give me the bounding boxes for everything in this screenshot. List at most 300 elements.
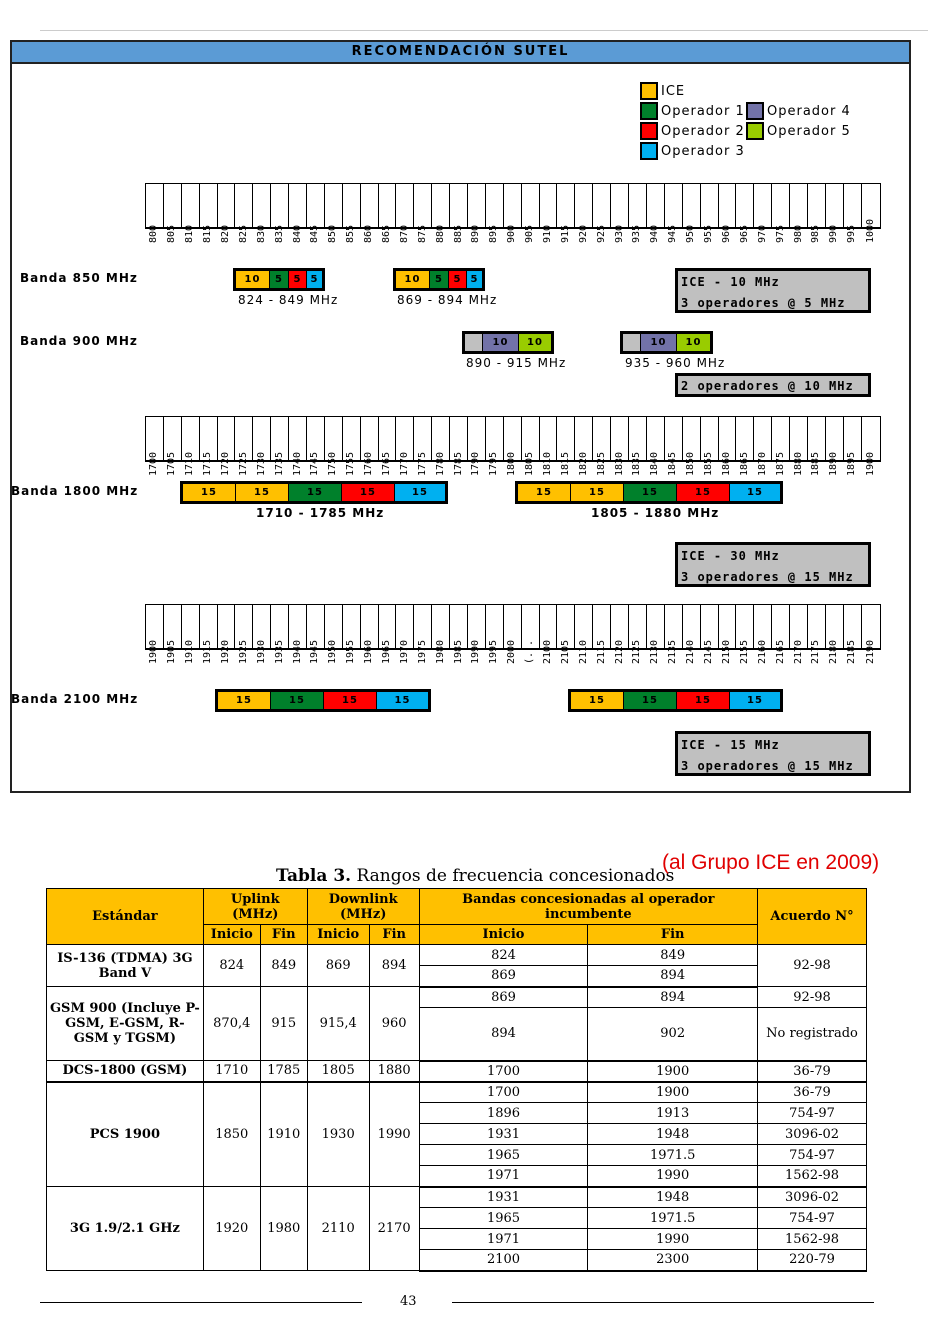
ruler-tick — [432, 417, 450, 476]
th-estandar: Estándar — [47, 889, 204, 945]
band850-uplink-range: 824 - 849 MHz — [238, 293, 339, 307]
ruler-tick-label: 1000 — [864, 218, 876, 243]
cell-banda-inicio: 1965 — [419, 1208, 588, 1229]
cell-banda-inicio: 869 — [419, 966, 588, 987]
cell-banda-inicio: 1700 — [419, 1061, 588, 1082]
band900-down-seg-op5: 10 — [677, 334, 710, 351]
footer-rule-left — [40, 1302, 362, 1303]
legend-label-op2: Operador 2 — [661, 124, 745, 139]
ruler-tick — [343, 184, 361, 243]
ruler-tick — [826, 184, 844, 243]
ruler-tick — [450, 184, 468, 243]
ruler-tick-label: 800 — [148, 224, 160, 243]
cell-downlink-inicio: 869 — [307, 945, 369, 987]
ruler-tick-label: 1770 — [398, 451, 410, 476]
band2100-up-seg-op2: 15 — [324, 692, 377, 709]
ruler-tick — [647, 605, 665, 664]
ruler-tick — [719, 417, 737, 476]
cell-uplink-inicio: 1710 — [203, 1061, 260, 1082]
cell-banda-inicio: 1971 — [419, 1229, 588, 1250]
ruler-tick — [325, 605, 343, 664]
ruler-tick-label: 1810 — [542, 451, 554, 476]
band850-uplink-block — [233, 268, 325, 291]
frequency-ruler-800-1000 — [145, 183, 881, 243]
frequency-ruler-1700-1900 — [145, 416, 881, 476]
band1800-down-seg-ice1: 15 — [518, 484, 571, 501]
ruler-tick — [414, 184, 432, 243]
ruler-tick — [862, 605, 880, 664]
ruler-tick — [325, 184, 343, 243]
ruler-tick-label: 1800 — [506, 451, 518, 476]
ruler-tick — [540, 417, 558, 476]
band1800-downlink-block — [515, 481, 783, 504]
ruler-tick-label: 2170 — [792, 639, 804, 664]
ruler-tick — [754, 417, 772, 476]
ruler-tick — [379, 605, 397, 664]
cell-acuerdo: 3096-02 — [758, 1187, 867, 1208]
ruler-tick-label: 840 — [291, 224, 303, 243]
ruler-tick-label: 1835 — [631, 451, 643, 476]
ruler-tick — [540, 605, 558, 664]
band2100-down-seg-op3: 15 — [730, 692, 780, 709]
cell-banda-inicio: 894 — [419, 1008, 588, 1061]
ruler-tick — [414, 417, 432, 476]
cell-banda-inicio: 1700 — [419, 1082, 588, 1103]
legend-label-ice: ICE — [661, 84, 686, 99]
cell-downlink-inicio: 1930 — [307, 1082, 369, 1187]
cell-estandar: PCS 1900 — [47, 1082, 204, 1187]
ruler-tick — [200, 605, 218, 664]
ruler-tick-label: 1865 — [738, 451, 750, 476]
band850-down-seg-op1: 5 — [430, 271, 449, 288]
cell-acuerdo: 3096-02 — [758, 1124, 867, 1145]
cell-banda-fin: 1913 — [588, 1103, 758, 1124]
cell-downlink-fin: 2170 — [369, 1187, 419, 1271]
cell-banda-fin: 2300 — [588, 1250, 758, 1271]
cell-banda-fin: 1900 — [588, 1061, 758, 1082]
ruler-tick-label: 1980 — [434, 639, 446, 664]
band900-down-seg-free — [623, 334, 641, 351]
ruler-tick — [665, 184, 683, 243]
ruler-tick — [701, 605, 719, 664]
ruler-tick — [468, 184, 486, 243]
ruler-tick — [486, 605, 504, 664]
band850-info-line1: ICE - 10 MHz — [681, 275, 780, 289]
legend-label-op3: Operador 3 — [661, 144, 745, 159]
ruler-tick-label: 805 — [166, 224, 178, 243]
ruler-tick-label: 1930 — [255, 639, 267, 664]
cell-banda-inicio: 1931 — [419, 1187, 588, 1208]
cell-estandar: DCS-1800 (GSM) — [47, 1061, 204, 1082]
ruler-tick-label: 905 — [524, 224, 536, 243]
ruler-tick-label: 995 — [846, 224, 858, 243]
th-down-fin: Fin — [369, 925, 419, 945]
ruler-tick-label: 2105 — [559, 639, 571, 664]
cell-acuerdo: 754-97 — [758, 1145, 867, 1166]
cell-banda-fin: 894 — [588, 966, 758, 987]
ruler-tick — [611, 605, 629, 664]
band900-downlink-range: 935 - 960 MHz — [625, 356, 726, 370]
ruler-tick-label: 1895 — [846, 451, 858, 476]
ruler-tick-label: 1750 — [327, 451, 339, 476]
ruler-tick-label: 1990 — [470, 639, 482, 664]
top-rule — [40, 30, 928, 31]
ruler-tick-label: 915 — [559, 224, 571, 243]
cell-banda-fin: 849 — [588, 945, 758, 966]
ruler-tick-label: 830 — [255, 224, 267, 243]
ruler-tick-label: 1715 — [202, 451, 214, 476]
ruler-tick-label: 985 — [810, 224, 822, 243]
ruler-tick-label: 970 — [756, 224, 768, 243]
ruler-tick-label: 1960 — [363, 639, 375, 664]
band-label-900: Banda 900 MHz — [20, 334, 138, 348]
band2100-down-seg-op1: 15 — [624, 692, 677, 709]
th-up-fin: Fin — [260, 925, 307, 945]
band2100-info-line1: ICE - 15 MHz — [681, 738, 780, 752]
th-up-inicio: Inicio — [203, 925, 260, 945]
ruler-tick-label: 1745 — [309, 451, 321, 476]
ruler-tick — [593, 184, 611, 243]
ruler-tick-label: 2185 — [846, 639, 858, 664]
ruler-tick — [307, 417, 325, 476]
ruler-tick-label: 1970 — [398, 639, 410, 664]
band850-up-seg-op1: 5 — [270, 271, 289, 288]
th-uplink: Uplink (MHz) — [203, 889, 307, 925]
ruler-tick-label: 1995 — [488, 639, 500, 664]
legend-swatch-ice — [640, 82, 658, 100]
legend-item-op3 — [640, 142, 745, 162]
cell-uplink-fin: 1910 — [260, 1082, 307, 1187]
ruler-tick-label: 1925 — [237, 639, 249, 664]
cell-estandar: IS-136 (TDMA) 3G Band V — [47, 945, 204, 987]
ruler-tick-label: 845 — [309, 224, 321, 243]
ruler-tick-label: 1915 — [202, 639, 214, 664]
ruler-tick-label: 860 — [363, 224, 375, 243]
ruler-tick — [790, 184, 808, 243]
band850-downlink-block — [393, 268, 485, 291]
ruler-tick — [289, 605, 307, 664]
ruler-tick-label: 1905 — [166, 639, 178, 664]
ruler-tick — [754, 605, 772, 664]
cell-uplink-fin: 915 — [260, 987, 307, 1061]
band1800-down-seg-op2: 15 — [677, 484, 730, 501]
ruler-tick — [182, 417, 200, 476]
ruler-tick — [522, 184, 540, 243]
ruler-tick-label: 2150 — [720, 639, 732, 664]
ruler-tick-label: 1710 — [184, 451, 196, 476]
legend-label-op5: Operador 5 — [767, 124, 851, 139]
ruler-tick-label: 935 — [631, 224, 643, 243]
legend-item-ice — [640, 82, 685, 102]
ruler-tick-label: 1815 — [559, 451, 571, 476]
band900-up-seg-op4: 10 — [483, 334, 519, 351]
cell-acuerdo: 220-79 — [758, 1250, 867, 1271]
band2100-down-seg-ice: 15 — [571, 692, 624, 709]
ruler-tick-label: 1880 — [792, 451, 804, 476]
ruler-tick — [772, 605, 790, 664]
cell-banda-inicio: 1931 — [419, 1124, 588, 1145]
ruler-tick-label: 1850 — [685, 451, 697, 476]
ruler-tick — [575, 417, 593, 476]
th-acuerdo: Acuerdo N° — [758, 889, 867, 945]
ruler-tick-label: 1735 — [273, 451, 285, 476]
table-row — [47, 1061, 867, 1082]
band1800-down-seg-op3: 15 — [730, 484, 780, 501]
ruler-tick-label: 1975 — [416, 639, 428, 664]
cell-acuerdo: 92-98 — [758, 945, 867, 987]
ruler-tick-label: 1945 — [309, 639, 321, 664]
ruler-tick — [200, 417, 218, 476]
ruler-tick-label: 1940 — [291, 639, 303, 664]
cell-downlink-inicio: 915,4 — [307, 987, 369, 1061]
band850-down-seg-ice: 10 — [396, 271, 430, 288]
ruler-tick-label: 980 — [792, 224, 804, 243]
cell-downlink-fin: 894 — [369, 945, 419, 987]
band1800-down-seg-ice2: 15 — [571, 484, 624, 501]
band2100-info-line2: 3 operadores @ 15 MHz — [681, 759, 854, 773]
band850-up-seg-ice: 10 — [236, 271, 270, 288]
ruler-tick — [522, 605, 540, 664]
ruler-tick — [736, 605, 754, 664]
cell-acuerdo: 92-98 — [758, 987, 867, 1008]
ruler-tick — [343, 417, 361, 476]
cell-banda-inicio: 2100 — [419, 1250, 588, 1271]
ruler-tick-label: 850 — [327, 224, 339, 243]
ruler-tick-label: 1830 — [613, 451, 625, 476]
cell-uplink-inicio: 824 — [203, 945, 260, 987]
band1800-uplink-range: 1710 - 1785 MHz — [256, 506, 385, 520]
band1800-info-box — [675, 542, 871, 587]
ruler-tick-label: 2190 — [864, 639, 876, 664]
ruler-tick-label: 2145 — [703, 639, 715, 664]
ruler-tick — [647, 417, 665, 476]
cell-banda-inicio: 869 — [419, 987, 588, 1008]
ruler-tick-label: 945 — [667, 224, 679, 243]
ruler-tick — [844, 605, 862, 664]
ruler-tick — [826, 605, 844, 664]
legend-swatch-op2 — [640, 122, 658, 140]
ruler-tick-label: 885 — [452, 224, 464, 243]
ruler-tick-label: (... — [524, 639, 536, 664]
ruler-tick-label: 1875 — [774, 451, 786, 476]
ruler-tick — [450, 605, 468, 664]
ruler-tick — [540, 184, 558, 243]
ruler-tick-label: 835 — [273, 224, 285, 243]
ruler-tick-label: 1955 — [345, 639, 357, 664]
band1800-down-seg-op1: 15 — [624, 484, 677, 501]
ruler-tick — [862, 184, 880, 243]
band900-info-box — [675, 373, 871, 397]
ruler-tick-label: 1730 — [255, 451, 267, 476]
ruler-tick-label: 1965 — [381, 639, 393, 664]
ruler-tick — [683, 417, 701, 476]
band2100-uplink-block — [215, 689, 431, 712]
ruler-tick-label: 1740 — [291, 451, 303, 476]
band850-down-seg-op2: 5 — [449, 271, 467, 288]
ruler-tick-label: 910 — [542, 224, 554, 243]
band2100-down-seg-op2: 15 — [677, 692, 730, 709]
th-band-fin: Fin — [588, 925, 758, 945]
ruler-tick-label: 2165 — [774, 639, 786, 664]
cell-banda-fin: 902 — [588, 1008, 758, 1061]
band900-uplink-block — [462, 331, 554, 354]
ruler-tick-label: 1920 — [220, 639, 231, 664]
cell-acuerdo: 36-79 — [758, 1061, 867, 1082]
ruler-tick — [235, 605, 253, 664]
cell-estandar: GSM 900 (Incluye P-GSM, E-GSM, R-GSM y TGSM) — [47, 987, 204, 1061]
ruler-tick — [146, 184, 164, 243]
ruler-tick-label: 1720 — [220, 451, 231, 476]
ruler-tick-label: 930 — [613, 224, 625, 243]
ruler-tick — [557, 184, 575, 243]
ruler-tick — [361, 184, 379, 243]
cell-downlink-fin: 960 — [369, 987, 419, 1061]
ruler-tick-label: 870 — [398, 224, 410, 243]
legend-item-op5 — [746, 122, 851, 142]
ruler-tick — [629, 417, 647, 476]
band850-info-box — [675, 268, 871, 313]
ruler-tick-label: 1755 — [345, 451, 357, 476]
band1800-up-seg-op1: 15 — [289, 484, 342, 501]
table-row — [47, 945, 867, 966]
cell-downlink-inicio: 1805 — [307, 1061, 369, 1082]
ruler-tick — [683, 184, 701, 243]
ruler-tick — [271, 417, 289, 476]
cell-acuerdo: 1562-98 — [758, 1166, 867, 1187]
band2100-up-seg-op3: 15 — [377, 692, 428, 709]
ruler-tick-label: 855 — [345, 224, 357, 243]
cell-uplink-inicio: 1920 — [203, 1187, 260, 1271]
ruler-tick — [808, 184, 826, 243]
ruler-tick — [396, 605, 414, 664]
ruler-tick-label: 2180 — [828, 639, 840, 664]
ruler-tick — [218, 184, 236, 243]
ruler-tick-label: 1870 — [756, 451, 768, 476]
ruler-tick-label: 925 — [595, 224, 607, 243]
ruler-tick — [468, 417, 486, 476]
cell-uplink-fin: 849 — [260, 945, 307, 987]
ruler-tick-label: 2175 — [810, 639, 822, 664]
table-row — [47, 1187, 867, 1208]
ruler-tick-label: 2160 — [756, 639, 768, 664]
ruler-tick — [665, 417, 683, 476]
ruler-tick-label: 1855 — [703, 451, 715, 476]
ruler-tick — [772, 417, 790, 476]
ruler-tick — [379, 184, 397, 243]
ruler-tick-label: 1885 — [810, 451, 822, 476]
band1800-info-line2: 3 operadores @ 15 MHz — [681, 570, 854, 584]
ruler-tick-label: 810 — [184, 224, 196, 243]
footer-rule-right — [452, 1302, 874, 1303]
legend-item-op1 — [640, 102, 745, 122]
page-number: 43 — [400, 1294, 417, 1309]
band2100-up-seg-op1: 15 — [271, 692, 324, 709]
band900-down-seg-op4: 10 — [641, 334, 677, 351]
ruler-tick — [253, 417, 271, 476]
ruler-tick-label: 815 — [202, 224, 214, 243]
legend-label-op1: Operador 1 — [661, 104, 745, 119]
band1800-info-line1: ICE - 30 MHz — [681, 549, 780, 563]
band850-down-seg-op3: 5 — [467, 271, 482, 288]
ruler-tick — [808, 605, 826, 664]
ruler-tick-label: 1765 — [381, 451, 393, 476]
ruler-tick — [218, 605, 236, 664]
ruler-tick-label: 875 — [416, 224, 428, 243]
ruler-tick — [844, 184, 862, 243]
cell-downlink-fin: 1880 — [369, 1061, 419, 1082]
band900-up-seg-op5: 10 — [519, 334, 551, 351]
ruler-tick-label: 1725 — [237, 451, 249, 476]
th-down-inicio: Inicio — [307, 925, 369, 945]
ruler-tick — [468, 605, 486, 664]
ruler-tick — [504, 184, 522, 243]
ruler-tick — [164, 417, 182, 476]
ruler-tick-label: 1840 — [649, 451, 661, 476]
ruler-tick — [611, 417, 629, 476]
ruler-tick — [164, 184, 182, 243]
ruler-tick-label: 1845 — [667, 451, 679, 476]
table-row — [47, 1082, 867, 1103]
ruler-tick-label: 1760 — [363, 451, 375, 476]
ruler-tick-label: 965 — [738, 224, 750, 243]
cell-banda-inicio: 1965 — [419, 1145, 588, 1166]
ruler-tick — [307, 184, 325, 243]
ruler-tick — [593, 417, 611, 476]
band900-info-line1: 2 operadores @ 10 MHz — [681, 379, 854, 393]
legend-swatch-op5 — [746, 122, 764, 140]
ruler-tick — [557, 605, 575, 664]
band-label-2100: Banda 2100 MHz — [11, 692, 139, 706]
cell-banda-fin: 894 — [588, 987, 758, 1008]
ruler-tick — [486, 184, 504, 243]
ruler-tick — [504, 417, 522, 476]
ruler-tick-label: 1900 — [148, 639, 160, 664]
ruler-tick-label: 1785 — [452, 451, 464, 476]
ruler-tick — [701, 417, 719, 476]
ruler-tick-label: 2115 — [595, 639, 607, 664]
ruler-tick — [182, 184, 200, 243]
band1800-up-seg-op3: 15 — [395, 484, 445, 501]
ruler-tick-label: 2120 — [613, 639, 625, 664]
ruler-tick-label: 975 — [774, 224, 786, 243]
cell-estandar: 3G 1.9/2.1 GHz — [47, 1187, 204, 1271]
ruler-tick — [593, 605, 611, 664]
band850-up-seg-op3: 5 — [307, 271, 322, 288]
ruler-tick — [253, 184, 271, 243]
ruler-tick — [379, 417, 397, 476]
band1800-up-seg-op2: 15 — [342, 484, 395, 501]
cell-acuerdo: 36-79 — [758, 1082, 867, 1103]
ruler-tick-label: 2110 — [577, 639, 589, 664]
cell-banda-fin: 1948 — [588, 1124, 758, 1145]
ruler-tick-label: 1935 — [273, 639, 285, 664]
ruler-tick — [647, 184, 665, 243]
ruler-tick-label: 950 — [685, 224, 697, 243]
th-bandas: Bandas concesionadas al operador incumbente — [419, 889, 757, 925]
panel-title: RECOMENDACIÓN SUTEL — [12, 42, 909, 64]
cell-acuerdo: 1562-98 — [758, 1229, 867, 1250]
ruler-tick — [719, 605, 737, 664]
cell-downlink-fin: 1990 — [369, 1082, 419, 1187]
ruler-tick — [862, 417, 880, 476]
ruler-tick — [486, 417, 504, 476]
ruler-tick-label: 940 — [649, 224, 661, 243]
ruler-tick-label: 900 — [506, 224, 518, 243]
ruler-tick-label: 1775 — [416, 451, 428, 476]
band-label-850: Banda 850 MHz — [20, 271, 138, 285]
band2100-info-box — [675, 731, 871, 776]
cell-banda-inicio: 1971 — [419, 1166, 588, 1187]
